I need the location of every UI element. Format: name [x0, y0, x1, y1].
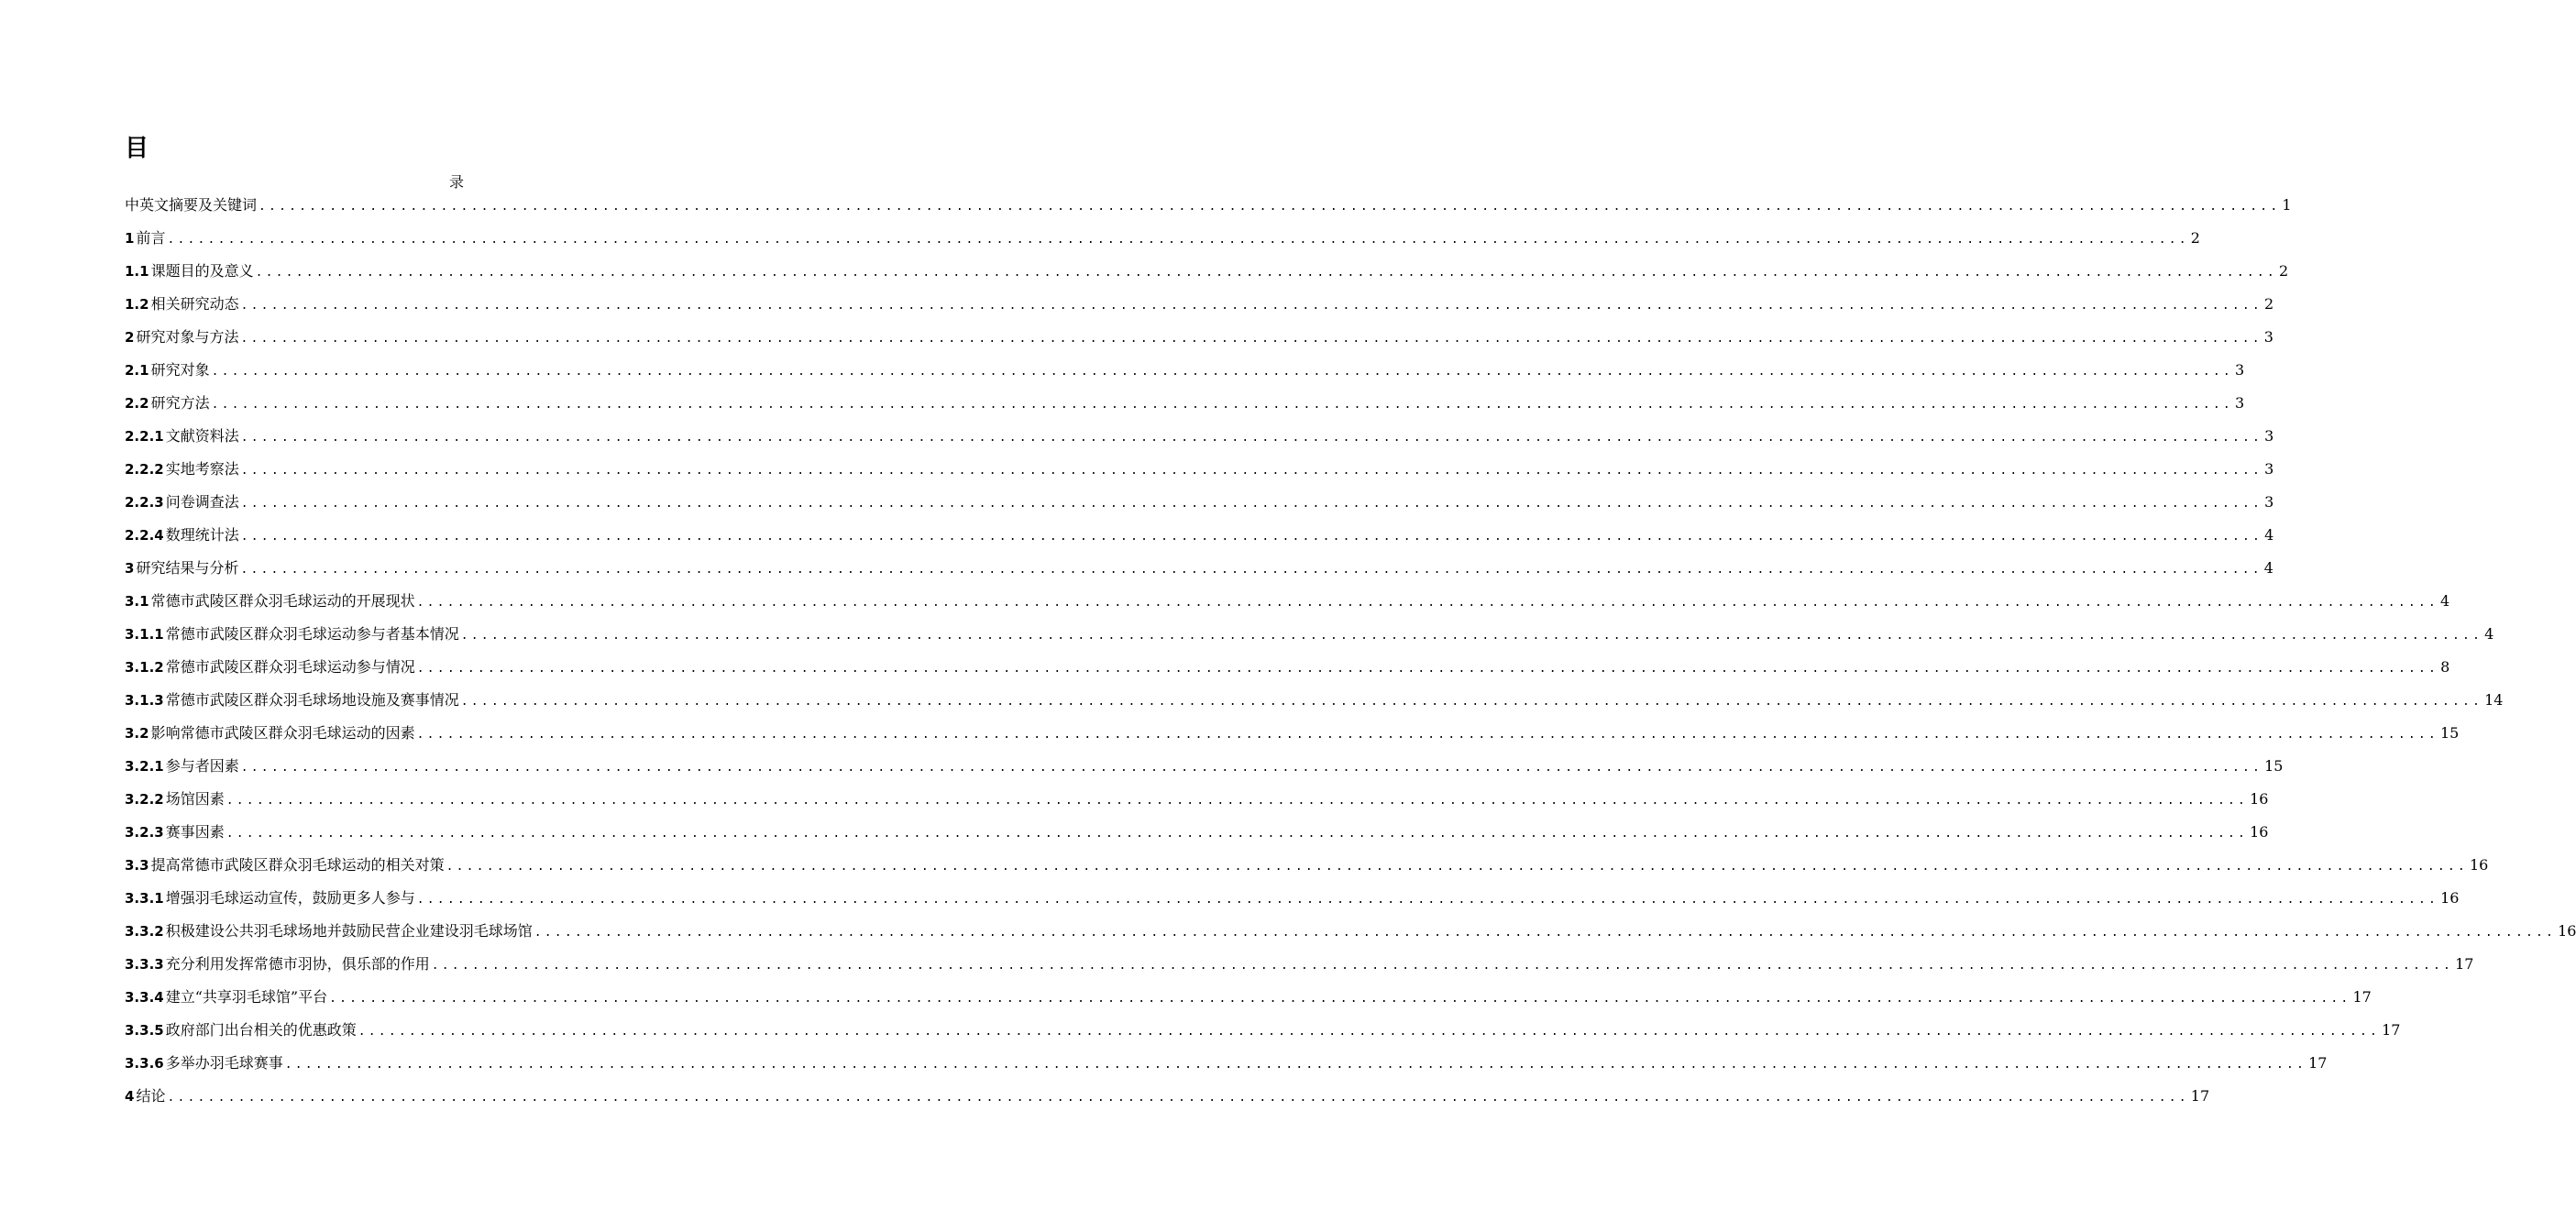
- toc-title-lu: 录: [448, 173, 464, 191]
- toc-entry-title: 前言: [136, 229, 166, 247]
- toc-entry-title: 影响常德市武陵区群众羽毛球运动的因素: [150, 724, 415, 742]
- toc-entry-page: 16: [2250, 790, 2269, 808]
- toc-entry-title: 研究对象: [150, 361, 210, 379]
- toc-entry[interactable]: [125, 1084, 2210, 1116]
- toc-entry-number: 2.2.2: [125, 461, 164, 478]
- toc-entry[interactable]: [125, 390, 2245, 424]
- toc-dot-leader: ........................................................................................................................................................................................................: [534, 926, 2557, 940]
- toc-entry-page: 4: [2263, 559, 2273, 577]
- toc-entry-number: 3.3.3: [125, 956, 164, 973]
- toc-entry-page: 17: [2308, 1054, 2328, 1072]
- toc-entry[interactable]: [125, 688, 2504, 720]
- toc-dot-leader: ........................................................................................................................................................................................................: [211, 365, 2233, 379]
- toc-entry[interactable]: [125, 258, 2289, 292]
- toc-entry-page: 3: [2234, 361, 2245, 379]
- toc-dot-leader: ........................................................................................................................................................................................................: [284, 1058, 2307, 1072]
- toc-dot-leader: ........................................................................................................................................................................................................: [240, 530, 2263, 544]
- toc-entry-number: 4: [125, 1088, 135, 1105]
- toc-dot-leader: ........................................................................................................................................................................................................: [240, 464, 2263, 478]
- toc-entry-page: 17: [2382, 1021, 2401, 1039]
- toc-entry[interactable]: [125, 886, 2460, 918]
- toc-dot-leader: ........................................................................................................................................................................................................: [226, 827, 2249, 841]
- toc-entry-title: 建立“共享羽毛球馆”平台: [165, 988, 328, 1006]
- toc-entry-title: 问卷调查法: [165, 493, 239, 511]
- toc-entry-number: 3.1.1: [125, 626, 164, 643]
- toc-dot-leader: ........................................................................................................................................................................................................: [446, 860, 2468, 874]
- toc-entry-page: 17: [2455, 955, 2474, 973]
- toc-dot-leader: ........................................................................................................................................................................................................: [259, 200, 2281, 214]
- toc-entry-number: 2.1: [125, 362, 149, 379]
- toc-dot-leader: ........................................................................................................................................................................................................: [240, 332, 2262, 346]
- toc-entry-number: 3.2.2: [125, 791, 164, 808]
- toc-entry-page: 2: [2263, 295, 2274, 313]
- toc-entry[interactable]: [125, 588, 2450, 622]
- toc-entry-title: 场馆因素: [165, 790, 225, 808]
- toc-entry-page: 16: [2440, 889, 2460, 907]
- toc-entry[interactable]: [125, 786, 2269, 820]
- toc-entry-page: 3: [2264, 460, 2274, 478]
- toc-entry-title: 常德市武陵区群众羽毛球运动参与情况: [165, 658, 415, 676]
- toc-entry-title: 研究结果与分析: [136, 559, 239, 577]
- toc-entry-number: 3.3.1: [125, 890, 164, 907]
- toc-entry[interactable]: [125, 952, 2474, 984]
- toc-entry-title: 数理统计法: [165, 526, 239, 544]
- toc-entry-title: 相关研究动态: [150, 295, 239, 313]
- toc-entry-title: 常德市武陵区群众羽毛球运动的开展现状: [150, 592, 415, 610]
- toc-entry-page: 17: [2190, 1087, 2210, 1105]
- toc-entry[interactable]: [125, 358, 2245, 390]
- toc-title-mu: 目: [125, 135, 149, 162]
- toc-entry-title: 积极建设公共羽毛球场地并鼓励民营企业建设羽毛球场馆: [165, 922, 533, 940]
- toc-entry-title: 赛事因素: [165, 823, 225, 841]
- toc-entry-page: 14: [2484, 691, 2504, 709]
- toc-entry-number: 3.2: [125, 725, 149, 742]
- toc-entry[interactable]: [125, 556, 2273, 588]
- toc-entry[interactable]: [125, 226, 2200, 258]
- toc-dot-leader: ........................................................................................................................................................................................................: [416, 728, 2438, 742]
- toc-entry-title: 政府部门出台相关的优惠政策: [165, 1021, 357, 1039]
- toc-entry-number: 3.3.2: [125, 923, 164, 940]
- toc-entry-number: 3.3.4: [125, 989, 164, 1006]
- toc-entry[interactable]: [125, 424, 2274, 456]
- toc-entry-number: 3.1.2: [125, 659, 164, 676]
- toc-entry-number: 3.3.6: [125, 1055, 164, 1072]
- toc-entry-page: 3: [2234, 394, 2245, 412]
- toc-entry[interactable]: [125, 754, 2284, 786]
- toc-entry[interactable]: [125, 1018, 2401, 1050]
- toc-entry-number: 2.2.3: [125, 494, 164, 511]
- toc-entry-title: 常德市武陵区群众羽毛球运动参与者基本情况: [165, 625, 459, 643]
- toc-entry-number: 3.1.3: [125, 692, 164, 709]
- toc-entry-number: 1.1: [125, 263, 149, 280]
- toc-dot-leader: ........................................................................................................................................................................................................: [329, 992, 2351, 1006]
- toc-entry[interactable]: [125, 852, 2489, 886]
- toc-entry-number: 2: [125, 329, 135, 346]
- toc-entry-number: 3.2.1: [125, 758, 164, 775]
- toc-entry-title: 充分利用发挥常德市羽协，俱乐部的作用: [165, 955, 430, 973]
- toc-entry-page: 16: [2469, 856, 2489, 874]
- toc-dot-leader: ........................................................................................................................................................................................................: [460, 629, 2483, 643]
- toc-entry[interactable]: [125, 720, 2460, 754]
- toc-entry-number: 1: [125, 230, 135, 247]
- toc-entry-title: 文献资料法: [165, 427, 239, 445]
- toc-dot-leader: ........................................................................................................................................................................................................: [211, 398, 2233, 412]
- toc-dot-leader: ........................................................................................................................................................................................................: [240, 761, 2263, 775]
- toc-entry-title: 增强羽毛球运动宣传，鼓励更多人参与: [165, 889, 415, 907]
- toc-entry-page: 4: [2264, 526, 2274, 544]
- toc-entry[interactable]: [125, 1050, 2328, 1084]
- toc-entry-number: 3.2.3: [125, 824, 164, 841]
- toc-entry-number: 3.3: [125, 857, 149, 874]
- toc-entry-page: 1: [2282, 196, 2292, 214]
- toc-dot-leader: ........................................................................................................................................................................................................: [240, 299, 2262, 313]
- toc-entry-title: 实地考察法: [165, 460, 239, 478]
- toc-entry-page: 15: [2264, 757, 2284, 775]
- toc-entry-number: 2.2.4: [125, 527, 164, 544]
- toc-entry-title: 多举办羽毛球赛事: [165, 1054, 283, 1072]
- toc-entry[interactable]: [125, 192, 2292, 226]
- toc-entry-number: 3.1: [125, 593, 149, 610]
- toc-entry-number: 2.2: [125, 395, 149, 412]
- toc-dot-leader: ........................................................................................................................................................................................................: [167, 1091, 2189, 1105]
- toc-dot-leader: ........................................................................................................................................................................................................: [416, 662, 2439, 676]
- toc-dot-leader: ........................................................................................................................................................................................................: [358, 1025, 2381, 1039]
- toc-entry-page: 2: [2190, 229, 2200, 247]
- toc-dot-leader: ........................................................................................................................................................................................................: [240, 431, 2263, 445]
- toc-dot-leader: ........................................................................................................................................................................................................: [416, 596, 2438, 610]
- toc-entry-title: 结论: [136, 1087, 166, 1105]
- toc-entry-title: 研究方法: [150, 394, 210, 412]
- toc-entry[interactable]: [125, 456, 2274, 490]
- toc-dot-leader: ........................................................................................................................................................................................................: [240, 497, 2263, 511]
- toc-entry-title: 研究对象与方法: [136, 328, 239, 346]
- toc-entry-page: 15: [2439, 724, 2460, 742]
- toc-entry-number: 3: [125, 560, 135, 577]
- toc-entry-page: 4: [2439, 592, 2450, 610]
- toc-entry[interactable]: [125, 654, 2450, 688]
- toc-dot-leader: ........................................................................................................................................................................................................: [255, 266, 2277, 280]
- toc-entry-page: 4: [2484, 625, 2494, 643]
- toc-entry-page: 8: [2440, 658, 2450, 676]
- toc-entry-number: 2.2.1: [125, 428, 164, 445]
- toc-dot-leader: ........................................................................................................................................................................................................: [240, 563, 2262, 577]
- toc-entry-page: 2: [2278, 262, 2289, 280]
- toc-dot-leader: ........................................................................................................................................................................................................: [460, 695, 2483, 709]
- toc-dot-leader: ........................................................................................................................................................................................................: [226, 794, 2249, 808]
- toc-entry[interactable]: [125, 522, 2274, 556]
- toc-dot-leader: ........................................................................................................................................................................................................: [416, 893, 2439, 907]
- toc-entry[interactable]: [125, 984, 2372, 1018]
- toc-entry-title: 中英文摘要及关键词: [125, 196, 258, 214]
- toc-entry-number: 3.3.5: [125, 1022, 164, 1039]
- toc-entry-page: 16: [2250, 823, 2269, 841]
- toc-entry-title: 课题目的及意义: [150, 262, 254, 280]
- toc-dot-leader: ........................................................................................................................................................................................................: [431, 959, 2454, 973]
- toc-entry-page: 17: [2352, 988, 2372, 1006]
- toc-entry-page: 3: [2263, 328, 2273, 346]
- toc-entry-title: 常德市武陵区群众羽毛球场地设施及赛事情况: [165, 691, 459, 709]
- toc-entry[interactable]: [125, 622, 2494, 654]
- toc-dot-leader: ........................................................................................................................................................................................................: [167, 233, 2189, 247]
- toc-entry[interactable]: [125, 490, 2274, 522]
- toc-entry-page: 3: [2264, 427, 2274, 445]
- toc-entry-title: 提高常德市武陵区群众羽毛球运动的相关对策: [150, 856, 445, 874]
- toc-entry[interactable]: [125, 820, 2269, 852]
- toc-entry-page: 16: [2558, 922, 2576, 940]
- toc-entry-page: 3: [2264, 493, 2274, 511]
- toc-entry[interactable]: [125, 324, 2273, 358]
- table-of-contents: [125, 192, 2576, 1116]
- toc-entry-number: 1.2: [125, 296, 149, 313]
- toc-entry[interactable]: [125, 292, 2274, 324]
- toc-entry-title: 参与者因素: [165, 757, 239, 775]
- toc-entry[interactable]: [125, 918, 2576, 952]
